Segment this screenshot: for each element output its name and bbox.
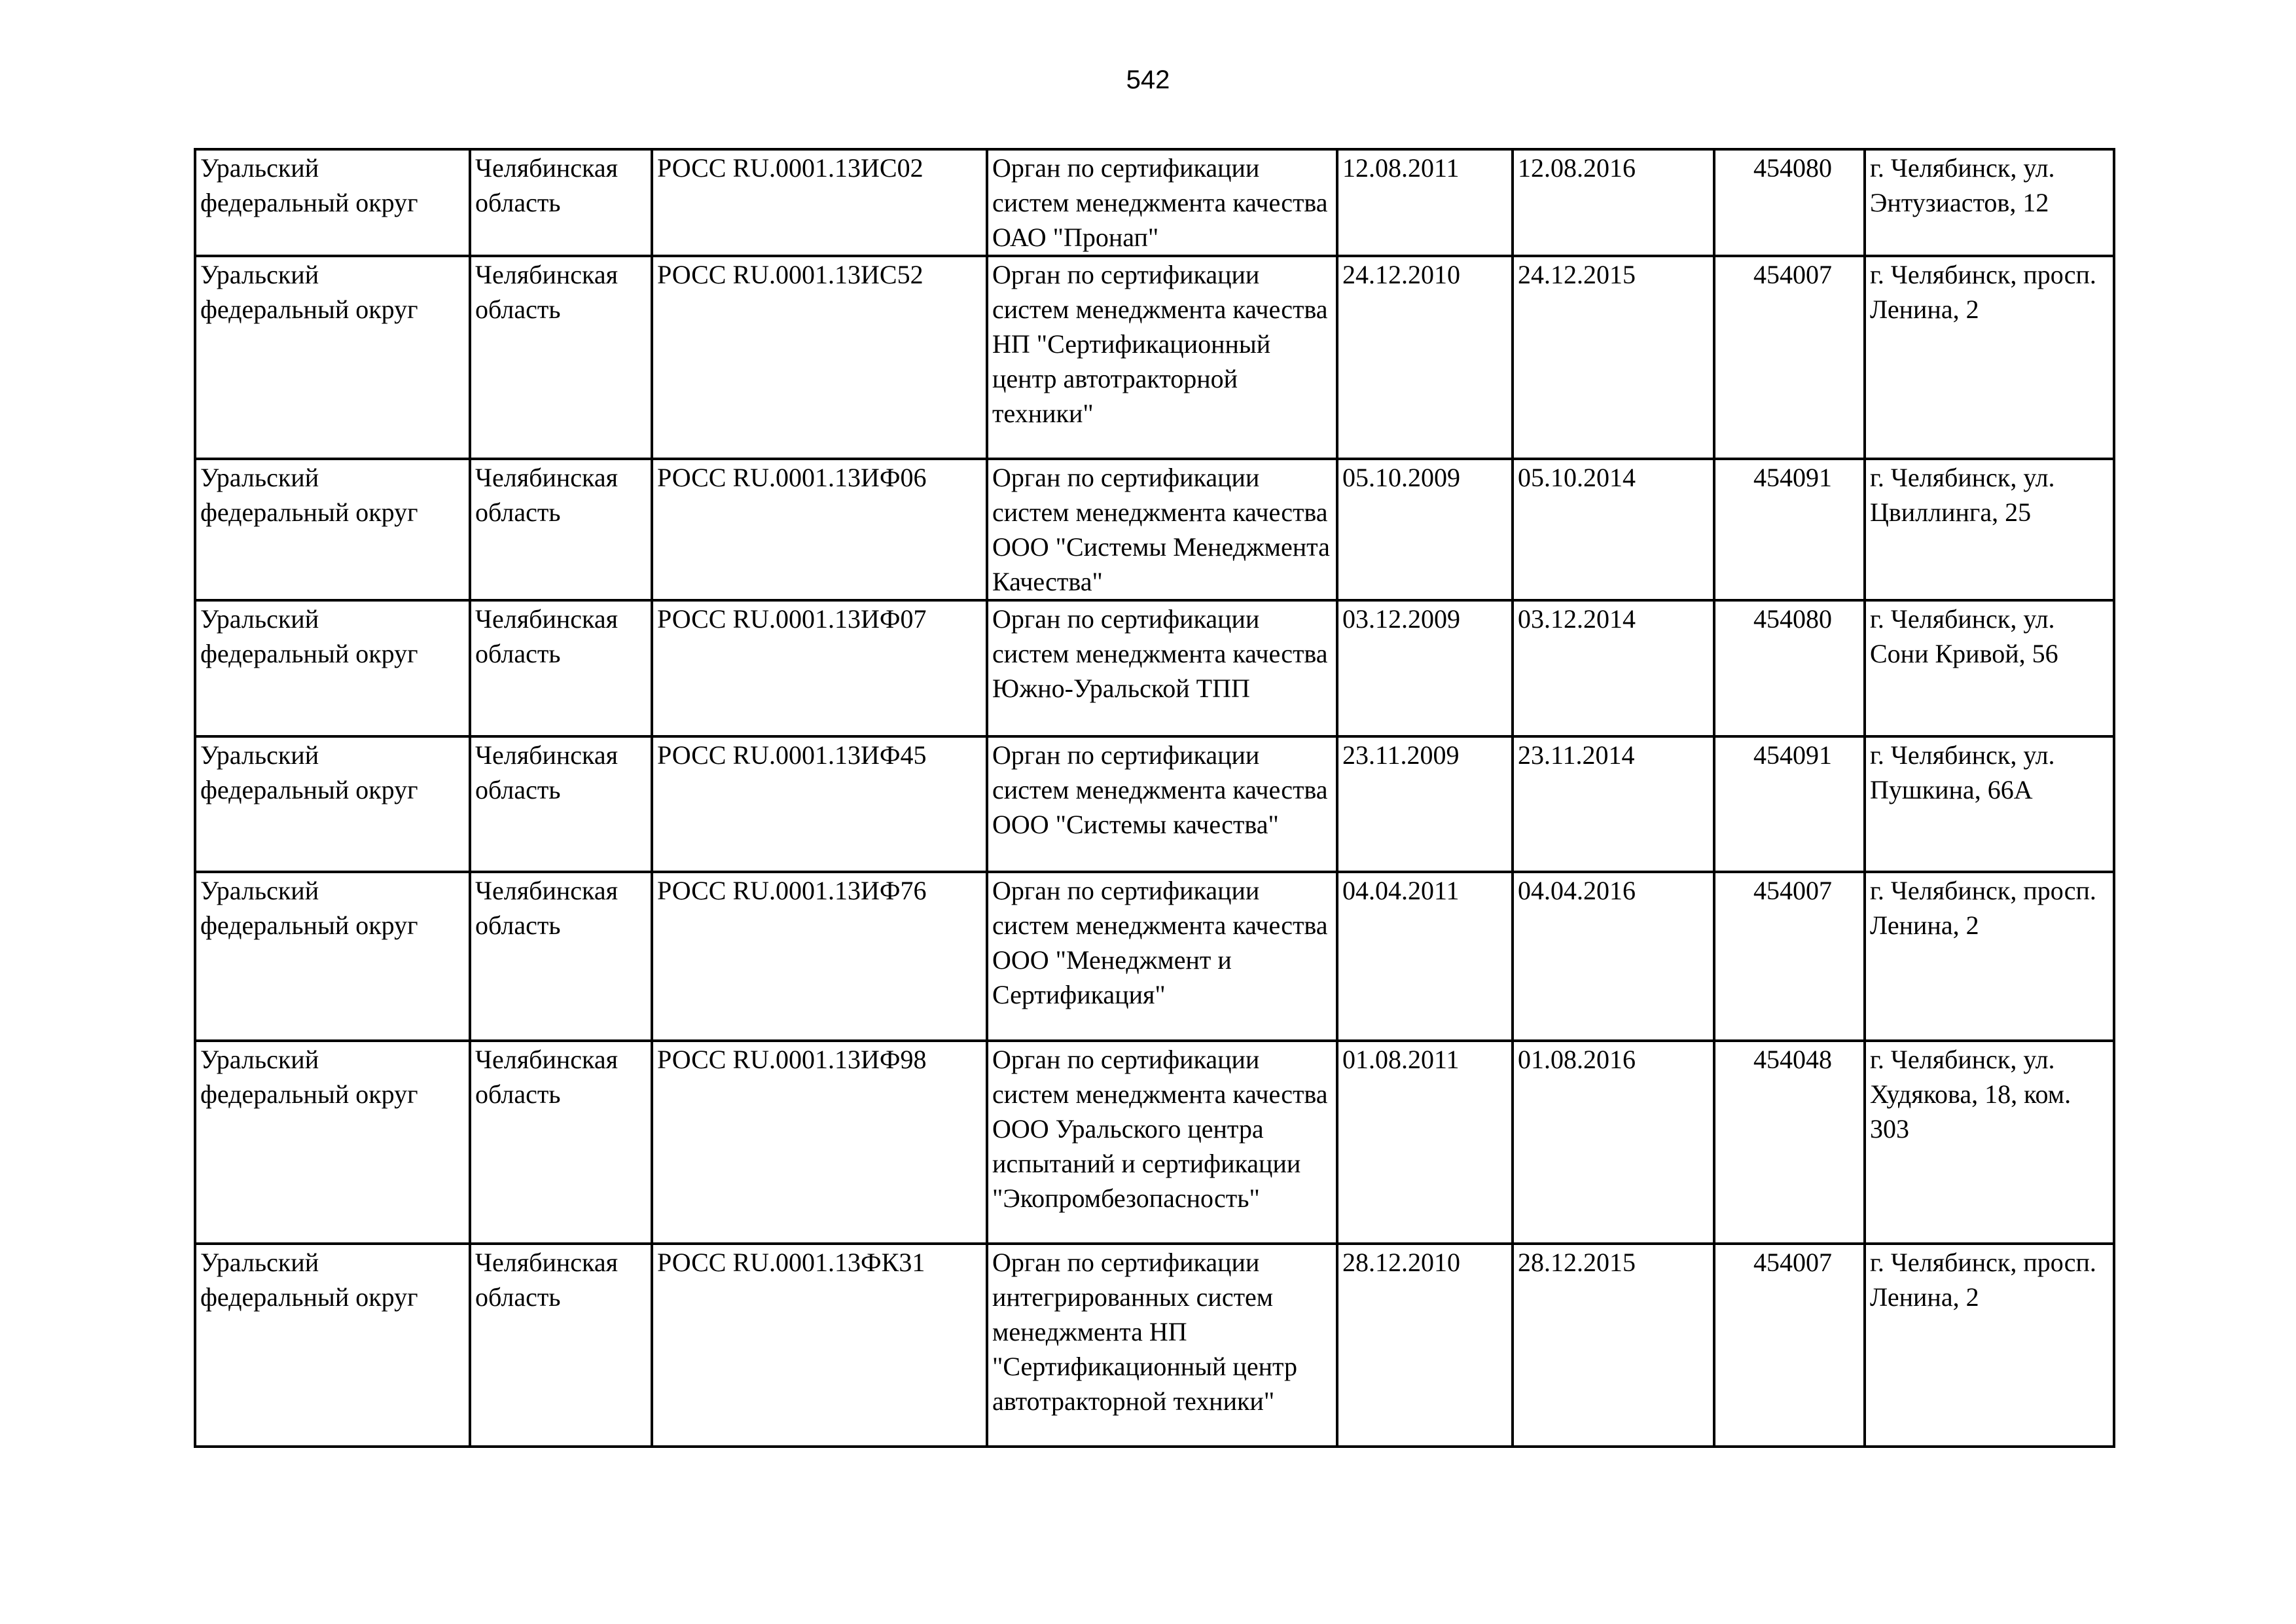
page-number: 542: [1126, 65, 1170, 94]
date-from-cell: 04.04.2011: [1337, 872, 1513, 1041]
organization-cell: Орган по сертификации интегрированных систем менеджмента НП "Сертификационный центр автотракторной техники": [987, 1244, 1337, 1447]
address-cell: г. Челябинск, ул. Худякова, 18, ком. 303: [1865, 1041, 2114, 1244]
organization-cell: Орган по сертификации систем менеджмента качества Южно-Уральской ТПП: [987, 600, 1337, 736]
district-cell: Уральский федеральный округ: [195, 1041, 470, 1244]
address-cell: г. Челябинск, ул. Сони Кривой, 56: [1865, 600, 2114, 736]
postcode-cell: 454007: [1714, 1244, 1865, 1447]
district-cell: Уральский федеральный округ: [195, 872, 470, 1041]
address-cell: г. Челябинск, просп. Ленина, 2: [1865, 1244, 2114, 1447]
region-cell: Челябинская область: [470, 459, 652, 600]
registration-number-cell: РОСС RU.0001.13ФК31: [652, 1244, 987, 1447]
date-from-cell: 05.10.2009: [1337, 459, 1513, 600]
registration-number-cell: РОСС RU.0001.13ИФ98: [652, 1041, 987, 1244]
registration-number-cell: РОСС RU.0001.13ИФ07: [652, 600, 987, 736]
postcode-cell: 454080: [1714, 600, 1865, 736]
address-cell: г. Челябинск, просп. Ленина, 2: [1865, 872, 2114, 1041]
date-to-cell: 04.04.2016: [1513, 872, 1714, 1041]
postcode-cell: 454048: [1714, 1041, 1865, 1244]
district-cell: Уральский федеральный округ: [195, 736, 470, 872]
date-to-cell: 03.12.2014: [1513, 600, 1714, 736]
postcode-cell: 454007: [1714, 256, 1865, 459]
registration-number-cell: РОСС RU.0001.13ИФ45: [652, 736, 987, 872]
date-from-cell: 28.12.2010: [1337, 1244, 1513, 1447]
address-cell: г. Челябинск, ул. Энтузиастов, 12: [1865, 149, 2114, 256]
postcode-cell: 454091: [1714, 736, 1865, 872]
table-row: [195, 256, 2114, 459]
date-from-cell: 12.08.2011: [1337, 149, 1513, 256]
table-row: [195, 459, 2114, 600]
date-to-cell: 12.08.2016: [1513, 149, 1714, 256]
table-row: [195, 1041, 2114, 1244]
district-cell: Уральский федеральный округ: [195, 600, 470, 736]
region-cell: Челябинская область: [470, 736, 652, 872]
postcode-cell: 454080: [1714, 149, 1865, 256]
organization-cell: Орган по сертификации систем менеджмента качества ООО "Системы Менеджмента Качества": [987, 459, 1337, 600]
postcode-cell: 454091: [1714, 459, 1865, 600]
region-cell: Челябинская область: [470, 1244, 652, 1447]
region-cell: Челябинская область: [470, 600, 652, 736]
registration-number-cell: РОСС RU.0001.13ИС52: [652, 256, 987, 459]
region-cell: Челябинская область: [470, 149, 652, 256]
district-cell: Уральский федеральный округ: [195, 1244, 470, 1447]
registration-number-cell: РОСС RU.0001.13ИС02: [652, 149, 987, 256]
date-to-cell: 01.08.2016: [1513, 1041, 1714, 1244]
table-row: [195, 1244, 2114, 1447]
organization-cell: Орган по сертификации систем менеджмента качества ООО Уральского центра испытаний и сертификации "Экопромбезопасность": [987, 1041, 1337, 1244]
district-cell: Уральский федеральный округ: [195, 256, 470, 459]
date-from-cell: 03.12.2009: [1337, 600, 1513, 736]
address-cell: г. Челябинск, ул. Пушкина, 66А: [1865, 736, 2114, 872]
district-cell: Уральский федеральный округ: [195, 459, 470, 600]
address-cell: г. Челябинск, ул. Цвиллинга, 25: [1865, 459, 2114, 600]
table-row: [195, 600, 2114, 736]
address-cell: г. Челябинск, просп. Ленина, 2: [1865, 256, 2114, 459]
date-to-cell: 24.12.2015: [1513, 256, 1714, 459]
organization-cell: Орган по сертификации систем менеджмента качества ООО "Менеджмент и Сертификация": [987, 872, 1337, 1041]
organization-cell: Орган по сертификации систем менеджмента качества ООО "Системы качества": [987, 736, 1337, 872]
date-from-cell: 23.11.2009: [1337, 736, 1513, 872]
organization-cell: Орган по сертификации систем менеджмента качества НП "Сертификационный центр автотракторной техники": [987, 256, 1337, 459]
table-row: [195, 149, 2114, 256]
date-from-cell: 24.12.2010: [1337, 256, 1513, 459]
registration-number-cell: РОСС RU.0001.13ИФ76: [652, 872, 987, 1041]
date-to-cell: 28.12.2015: [1513, 1244, 1714, 1447]
registration-number-cell: РОСС RU.0001.13ИФ06: [652, 459, 987, 600]
table-row: [195, 872, 2114, 1041]
date-to-cell: 23.11.2014: [1513, 736, 1714, 872]
district-cell: Уральский федеральный округ: [195, 149, 470, 256]
date-from-cell: 01.08.2011: [1337, 1041, 1513, 1244]
certification-bodies-table: [194, 148, 2115, 1448]
organization-cell: Орган по сертификации систем менеджмента качества ОАО "Пронап": [987, 149, 1337, 256]
region-cell: Челябинская область: [470, 1041, 652, 1244]
region-cell: Челябинская область: [470, 872, 652, 1041]
table-row: [195, 736, 2114, 872]
region-cell: Челябинская область: [470, 256, 652, 459]
postcode-cell: 454007: [1714, 872, 1865, 1041]
date-to-cell: 05.10.2014: [1513, 459, 1714, 600]
